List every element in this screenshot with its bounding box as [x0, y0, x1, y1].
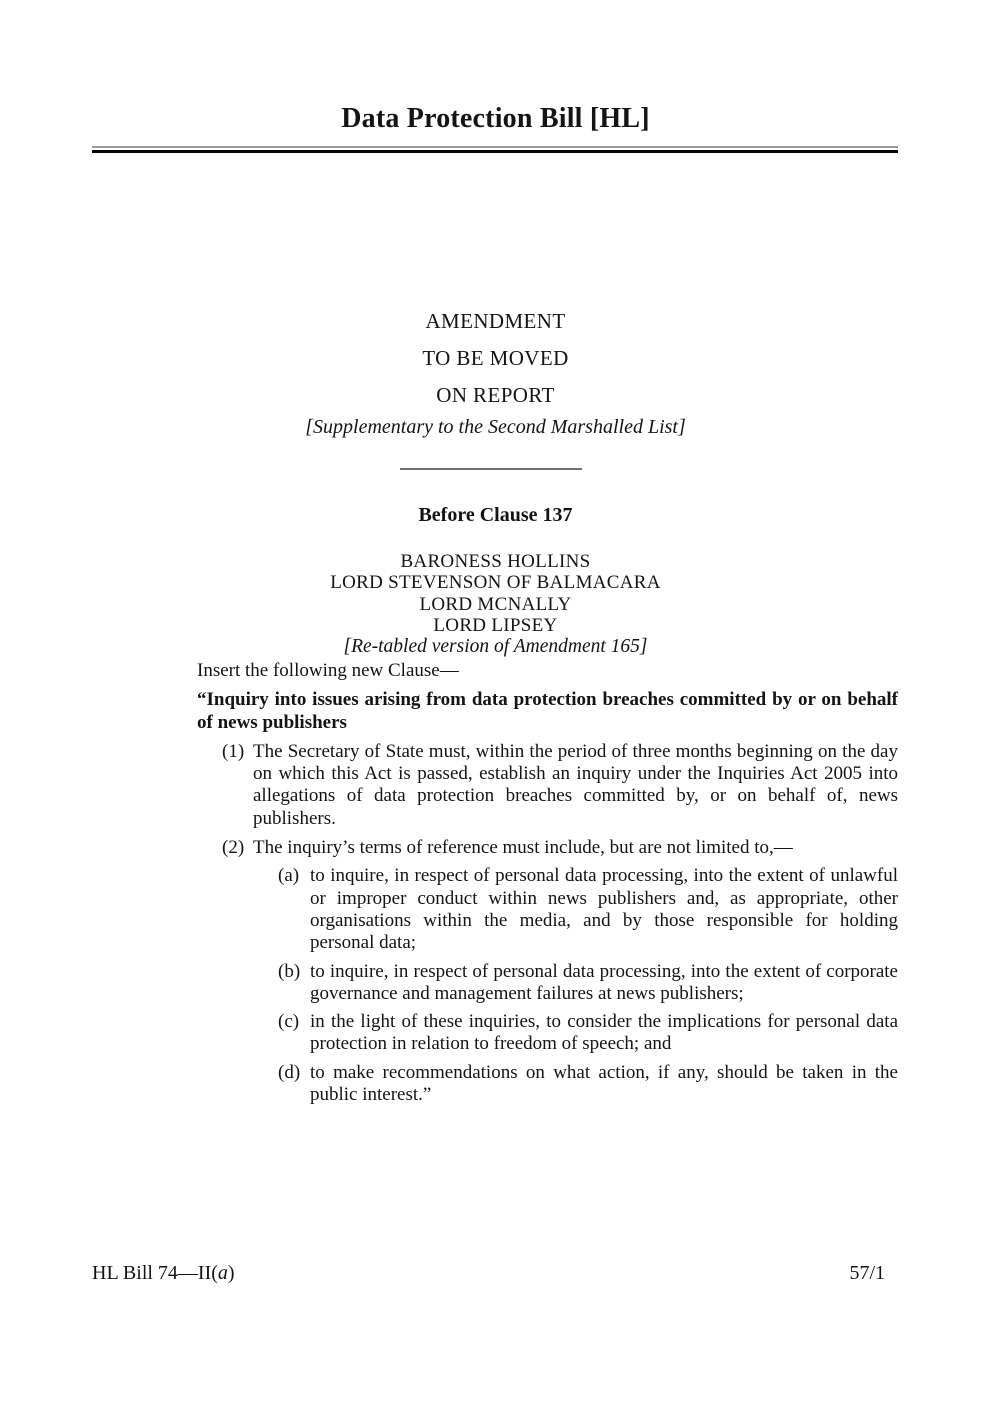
sponsor-names: [0, 551, 991, 637]
paragraph-letter: (a): [278, 865, 300, 887]
title-rule-thick-line: [92, 150, 898, 153]
paragraph-text: to make recommendations on what action, if any, should be taken in the public interest.”: [310, 1061, 898, 1106]
paragraph-b: [197, 961, 898, 1006]
amendment-body: [197, 660, 898, 1106]
new-clause-title: “Inquiry into issues arising from data protection breaches committed by or on behalf of news publishers: [197, 689, 898, 733]
sponsor-name: LORD MCNALLY: [419, 593, 572, 615]
paragraph-letter: (d): [278, 1061, 301, 1083]
amendment-intro: Insert the following new Clause—: [197, 660, 459, 681]
before-clause-heading: Before Clause 137: [418, 504, 573, 526]
sponsor-name: BARONESS HOLLINS: [400, 551, 591, 572]
subsection-number: (2): [222, 837, 245, 859]
notice-line-on-report: ON REPORT: [436, 383, 555, 407]
bill-reference: [92, 1262, 235, 1285]
paragraph-letter: (c): [278, 1011, 300, 1033]
subsection-text: The Secretary of State must, within the period of three months beginning on the day on which this Act is passed, establish an inquiry under the Inquiries Act 2005 into allegations of data protection breaches committed by, or on behalf of, news publishers.: [253, 740, 898, 829]
retabled-note: [Re-tabled version of Amendment 165]: [343, 636, 648, 657]
paragraph-text: to inquire, in respect of personal data processing, into the extent of corporate governance and management failures at news publishers;: [310, 960, 898, 1004]
page-footer: [92, 1262, 885, 1285]
paragraph-c: [197, 1011, 898, 1056]
sponsor-name: LORD LIPSEY: [433, 615, 558, 637]
sponsor-name: LORD STEVENSON OF BALMACARA: [330, 572, 661, 594]
notice-line-to-be-moved: TO BE MOVED: [422, 346, 569, 370]
subsection-text: The inquiry’s terms of reference must include, but are not limited to,—: [253, 837, 793, 859]
paragraph-letter: (b): [278, 960, 301, 982]
amendment-number: 57/1: [849, 1262, 885, 1284]
subsection-number: (1): [222, 740, 245, 762]
bill-reference-suffix: ): [227, 1262, 235, 1284]
subsection-2: [197, 837, 898, 859]
paragraph-d: [197, 1062, 898, 1107]
bill-reference-prefix: HL Bill 74—II(: [92, 1262, 218, 1284]
section-divider-rule: [400, 468, 582, 470]
notice-line-amendment: AMENDMENT: [425, 309, 566, 333]
title-rule-thin-line: [92, 146, 898, 148]
subsection-1: [197, 741, 898, 830]
bill-reference-italic: a: [217, 1262, 228, 1284]
paragraph-text: to inquire, in respect of personal data processing, into the extent of unlawful or improper conduct within news publishers and, as appropriate, other organisations within the media, and by those responsible for holding personal data;: [310, 865, 898, 954]
title-double-rule: [92, 146, 898, 153]
bill-title: Data Protection Bill [HL]: [341, 103, 650, 134]
amendment-notice: [0, 303, 991, 414]
marshalled-list-note: [Supplementary to the Second Marshalled List]: [305, 416, 686, 438]
paragraph-a: [197, 865, 898, 954]
paragraph-text: in the light of these inquiries, to consider the implications for personal data protection in relation to freedom of speech; and: [310, 1011, 898, 1055]
